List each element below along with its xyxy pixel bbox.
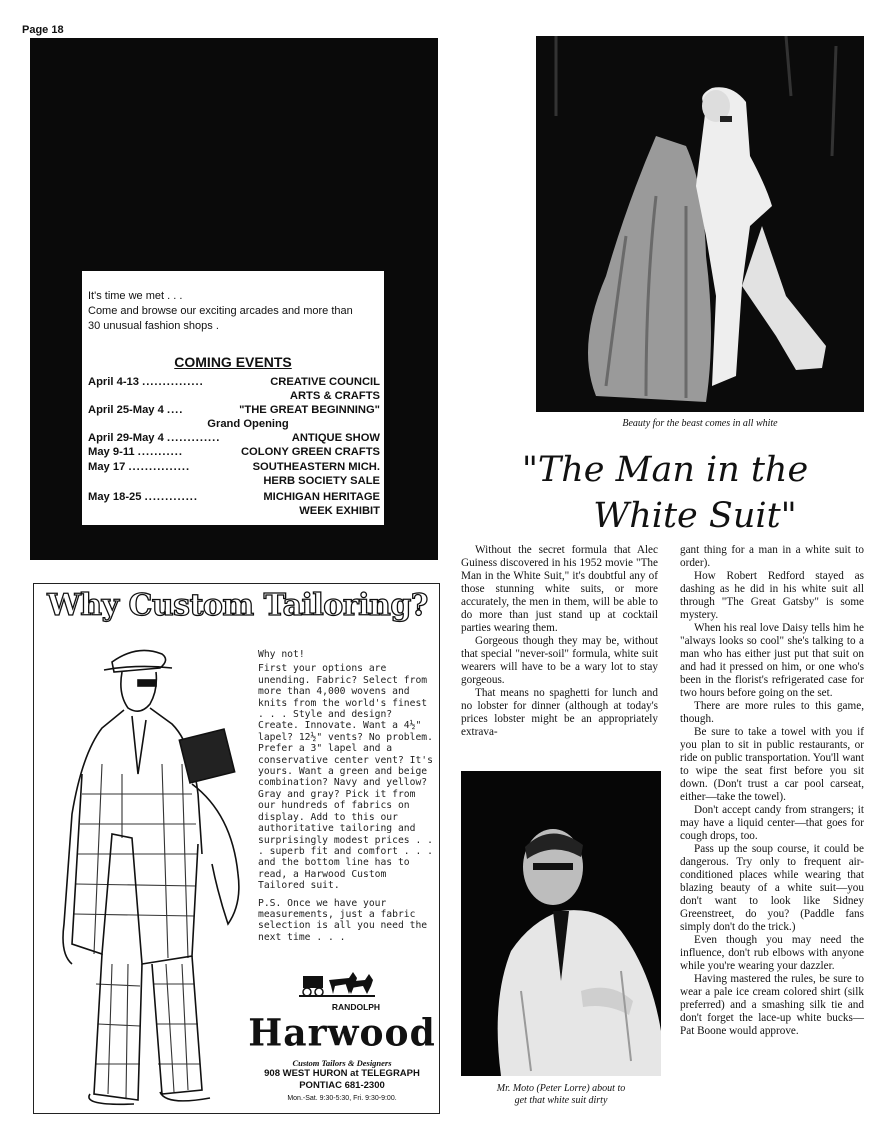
event-dots: ............... bbox=[128, 461, 191, 473]
mr-moto-graphic bbox=[461, 771, 661, 1076]
mall-events-card bbox=[82, 271, 384, 525]
horse-carriage-logo bbox=[299, 968, 375, 998]
couple-dancing-photo bbox=[536, 36, 864, 412]
paragraph: Even though you may need the influence, don't rub elbows with anyone while you're wearing your dazzler. bbox=[680, 934, 864, 972]
event-dots: .... bbox=[166, 404, 184, 416]
paragraph: Don't accept candy from strangers; it may have a liquid center—that goes for cough drops, too. bbox=[680, 804, 864, 842]
paragraph: Be sure to take a towel with you if you plan to sit in public restaurants, or ride on public transportation. You'll want to wipe the seat first before you sit down. (Don't trust a car pool carseat, either—take the towel). bbox=[680, 726, 864, 803]
events-title: COMING EVENTS bbox=[174, 354, 292, 370]
event-dots: ............. bbox=[166, 432, 221, 444]
event-name: CREATIVE COUNCIL bbox=[270, 376, 380, 388]
event-name: MICHIGAN HERITAGE bbox=[263, 491, 380, 503]
event-dots: ........... bbox=[137, 446, 183, 458]
photo-caption-bottom bbox=[461, 1083, 661, 1107]
body-paragraph: P.S. Once we have your measurements, just a fabric selection is all you need the next time . . . bbox=[258, 897, 428, 943]
article-headline bbox=[460, 447, 870, 539]
address-line: 908 WEST HURON at TELEGRAPH bbox=[264, 1068, 420, 1079]
headline-line-2: White Suit" bbox=[593, 496, 797, 536]
event-row bbox=[88, 490, 380, 518]
body-paragraph: First your options are unending. Fabric? Select from more than 4,000 wovens and knits from the world's finest . . . Style and design? Create. Innovate. Want a 4½" lapel? 12½" vents? No problem. Prefer a 3" lapel and a conservative center vent? It's yours. Want a green and beige combination? Navy and yellow? Gray and gray? Pick it from our hundreds of fabrics on display. Add to this our authoritative tailoring and surprisingly modest prices . . . superb fit and comfort . . . and the bottom line has to read, a Harwood Custom Tailored suit. bbox=[258, 663, 433, 892]
randolph-label: RANDOLPH bbox=[331, 1002, 381, 1012]
paragraph: Without the secret formula that Alec Guiness discovered in his 1952 movie "The Man in the White Suit," it's doubtful any of those stunning white suits, or more accurately, the men in them, will be able to do more than just stand up at cocktail parties wearing them. bbox=[461, 544, 658, 634]
mr-moto-photo bbox=[461, 771, 661, 1076]
tailoring-body bbox=[258, 649, 438, 946]
event-row bbox=[88, 445, 380, 459]
event-name-2: Grand Opening bbox=[207, 418, 289, 430]
caption-line-2: get that white suit dirty bbox=[514, 1095, 608, 1106]
man-in-suit-illustration bbox=[42, 624, 252, 1108]
phone-line: PONTIAC 681-2300 bbox=[299, 1080, 385, 1091]
harwood-subtitle: Custom Tailors & Designers bbox=[292, 1058, 392, 1068]
event-name: COLONY GREEN CRAFTS bbox=[240, 446, 380, 458]
event-name-2: ARTS & CRAFTS bbox=[289, 390, 380, 402]
address bbox=[234, 1068, 450, 1092]
event-name-2: WEEK EXHIBIT bbox=[299, 505, 380, 517]
event-row bbox=[88, 460, 380, 488]
article-column-2 bbox=[680, 544, 864, 1038]
event-date: May 17 bbox=[88, 461, 126, 473]
paragraph: gant thing for a man in a white suit to order). bbox=[680, 544, 864, 569]
body-paragraph: Why not! bbox=[258, 649, 305, 660]
paragraph: That means no spaghetti for lunch and no lobster for dinner (although at today's prices lobster might be an appropriately extrava- bbox=[461, 687, 658, 738]
event-name: SOUTHEASTERN MICH. bbox=[252, 461, 380, 473]
page-number: Page 18 bbox=[22, 24, 64, 36]
event-date: May 9-11 bbox=[88, 446, 135, 458]
paragraph: There are more rules to this game, though. bbox=[680, 700, 864, 725]
event-row bbox=[88, 403, 380, 431]
paragraph: Pass up the soup course, it could be dangerous. Try only to frequent air-conditioned places while wearing that blazing beauty of a white suit—you don't want to look like Sidney Greenstreet, do you? (Paddle fans simply don't do the trick.) bbox=[680, 843, 864, 933]
event-date: April 4-13 bbox=[88, 376, 139, 388]
event-name: ANTIQUE SHOW bbox=[291, 432, 380, 444]
paragraph: Having mastered the rules, be sure to wear a pale ice cream colored shirt (silk preferred) and a smashing silk tie and don't forget the lace-up white bucks—Pat Boone would approve. bbox=[680, 973, 864, 1037]
paragraph: How Robert Redford stayed as dashing as he did in his white suit all through "The Great Gatsby" is some mystery. bbox=[680, 570, 864, 621]
paragraph: Gorgeous though they may be, without that special "never-soil" formula, white suit wearers will have to be a wary lot to stay gorgeous. bbox=[461, 635, 658, 686]
paragraph: When his real love Daisy tells him he "always looks so cool" she's talking to a man who has either just put that suit on and had it pressed on him, or one who's been in the florist's refrigerated case for two hours before going on the set. bbox=[680, 622, 864, 699]
couple-photo-graphic bbox=[536, 36, 864, 412]
tailoring-ad bbox=[33, 583, 440, 1114]
mall-intro bbox=[88, 289, 384, 334]
event-date: April 29-May 4 bbox=[88, 432, 164, 444]
photo-caption-top: Beauty for the beast comes in all white bbox=[622, 418, 778, 429]
intro-line: Come and browse our exciting arcades and more than bbox=[88, 305, 353, 317]
event-date: April 25-May 4 bbox=[88, 404, 164, 416]
event-dots: ............... bbox=[142, 376, 204, 388]
event-dots: ............. bbox=[144, 491, 199, 503]
event-name-2: HERB SOCIETY SALE bbox=[263, 475, 380, 487]
event-date: May 18-25 bbox=[88, 491, 142, 503]
intro-line: It's time we met . . . bbox=[88, 290, 183, 302]
event-row bbox=[88, 431, 380, 445]
intro-line: 30 unusual fashion shops . bbox=[88, 320, 219, 332]
headline-line-1: "The Man in the bbox=[521, 450, 809, 490]
article-column-1 bbox=[461, 544, 658, 739]
tailoring-headline: Why Custom Tailoring? bbox=[47, 588, 428, 623]
harwood-logo: Harwood bbox=[248, 1010, 436, 1056]
caption-line-1: Mr. Moto (Peter Lorre) about to bbox=[496, 1083, 626, 1094]
store-hours: Mon.-Sat. 9:30-5:30, Fri. 9:30-9:00. bbox=[287, 1095, 397, 1102]
event-name: "THE GREAT BEGINNING" bbox=[239, 404, 380, 416]
event-row bbox=[88, 375, 380, 403]
